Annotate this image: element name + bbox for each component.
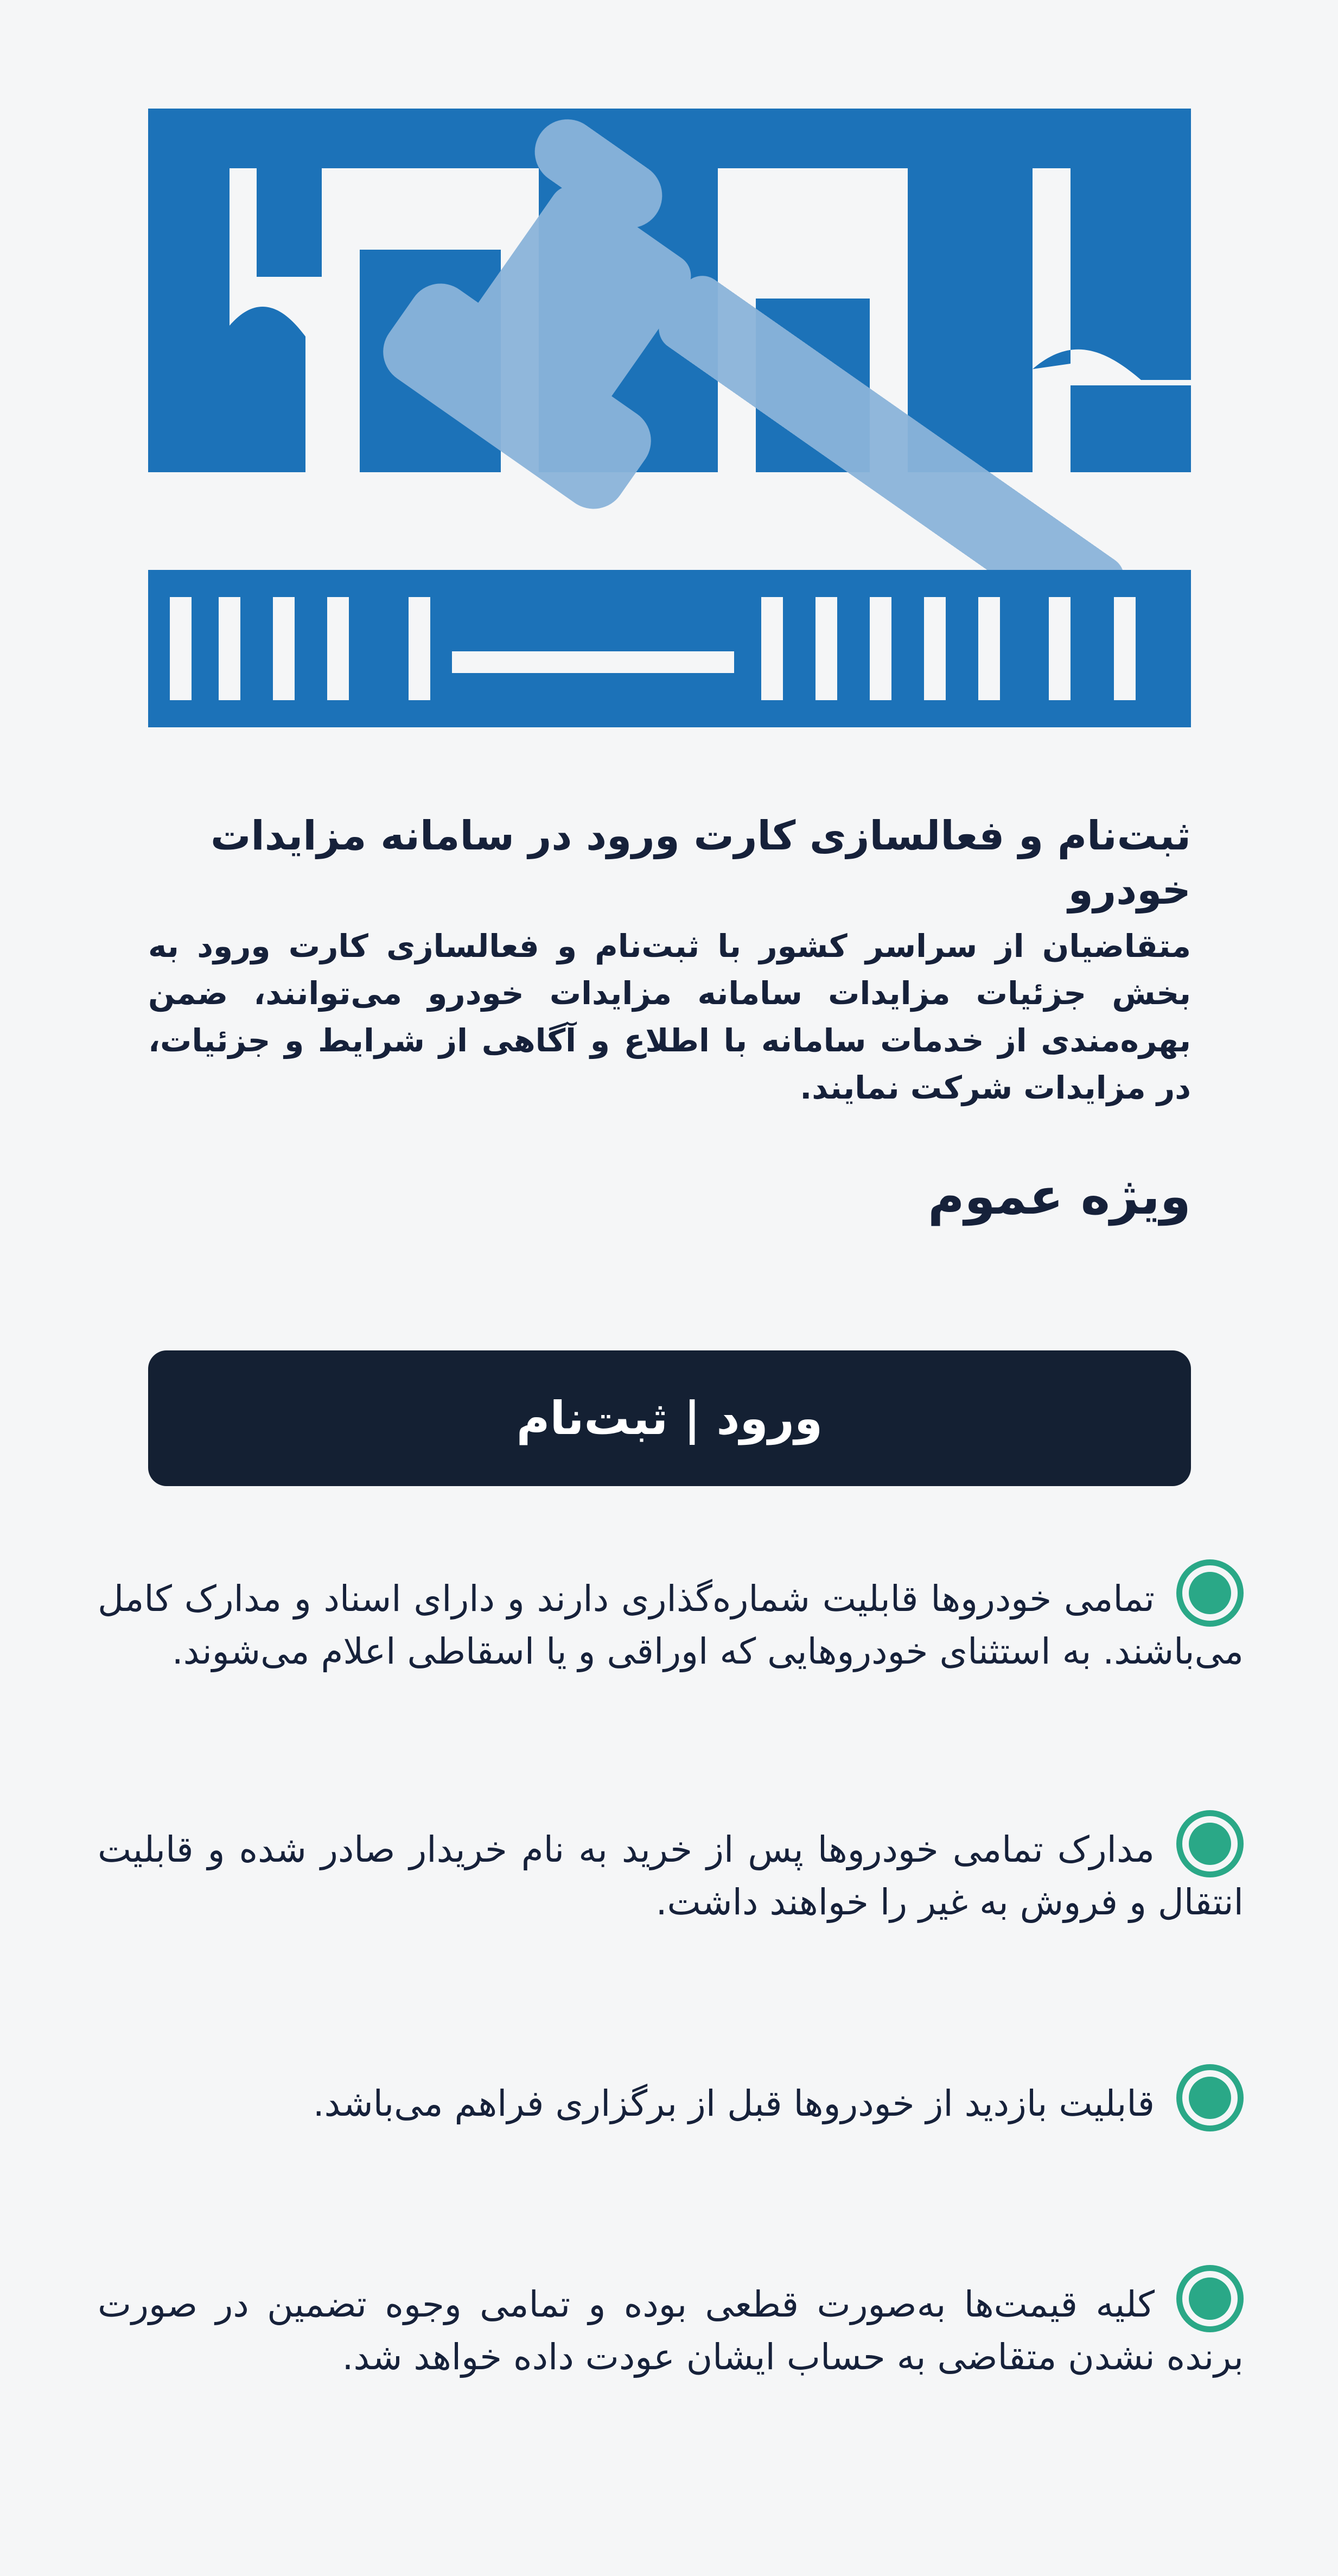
feature-item — [98, 2079, 1244, 2131]
check-circle-icon — [1176, 1559, 1244, 1627]
intro-bold-1: سراسر کشور — [759, 928, 978, 965]
feature-text: تمامی خودروها قابلیت شماره‌گذاری دارند و دارای اسناد و مدارک کامل می‌باشند. به استثنای خودروهایی که اوراقی و یا اسقاطی اعلام می‌شوند. — [98, 1578, 1244, 1672]
feature-item — [98, 2280, 1244, 2382]
feature-text: مدارک تمامی خودروها پس از خرید به نام خریدار صادر شده و قابلیت انتقال و فروش به غیر را خواهند داشت. — [98, 1829, 1244, 1923]
page-title: ثبت‌نام و فعالسازی کارت ورود در سامانه مزایدات خودرو — [210, 813, 1191, 913]
logo-bottom-word — [148, 570, 1191, 727]
section-subheading: ویژه عموم — [928, 1168, 1191, 1226]
check-circle-icon — [1176, 2064, 1244, 2131]
intro-bold-2: سامانه مزایدات خودرو — [428, 975, 802, 1012]
check-circle-icon — [1176, 2265, 1244, 2332]
feature-item — [98, 1574, 1244, 1677]
feature-item — [98, 1825, 1244, 1927]
login-register-label: ورود | ثبت‌نام — [516, 1392, 823, 1445]
check-circle-icon — [1176, 1810, 1244, 1877]
feature-text: کلیه قیمت‌ها به‌صورت قطعی بوده و تمامی وجوه تضمین در صورت برنده نشدن متقاضی به حساب ایشان عودت داده خواهد شد. — [98, 2283, 1244, 2378]
feature-text: قابلیت بازدید از خودروها قبل از برگزاری فراهم می‌باشد. — [313, 2083, 1155, 2124]
site-logo — [148, 109, 1191, 727]
intro-text-1: متقاضیان از — [977, 928, 1191, 965]
intro-paragraph — [148, 923, 1191, 1112]
logo-graphic — [148, 109, 1191, 727]
login-register-button[interactable] — [148, 1350, 1191, 1486]
intro-text-2: با ثبت‌نام و فعالسازی کارت ورود به بخش جزئیات مزایدات — [148, 928, 1191, 1012]
intro-text-3: می‌توانند، ضمن بهره‌مندی از خدمات سامانه با اطلاع و آگاهی از شرایط و جزئیات، در مزایدات شرکت نمایند. — [148, 975, 1191, 1106]
